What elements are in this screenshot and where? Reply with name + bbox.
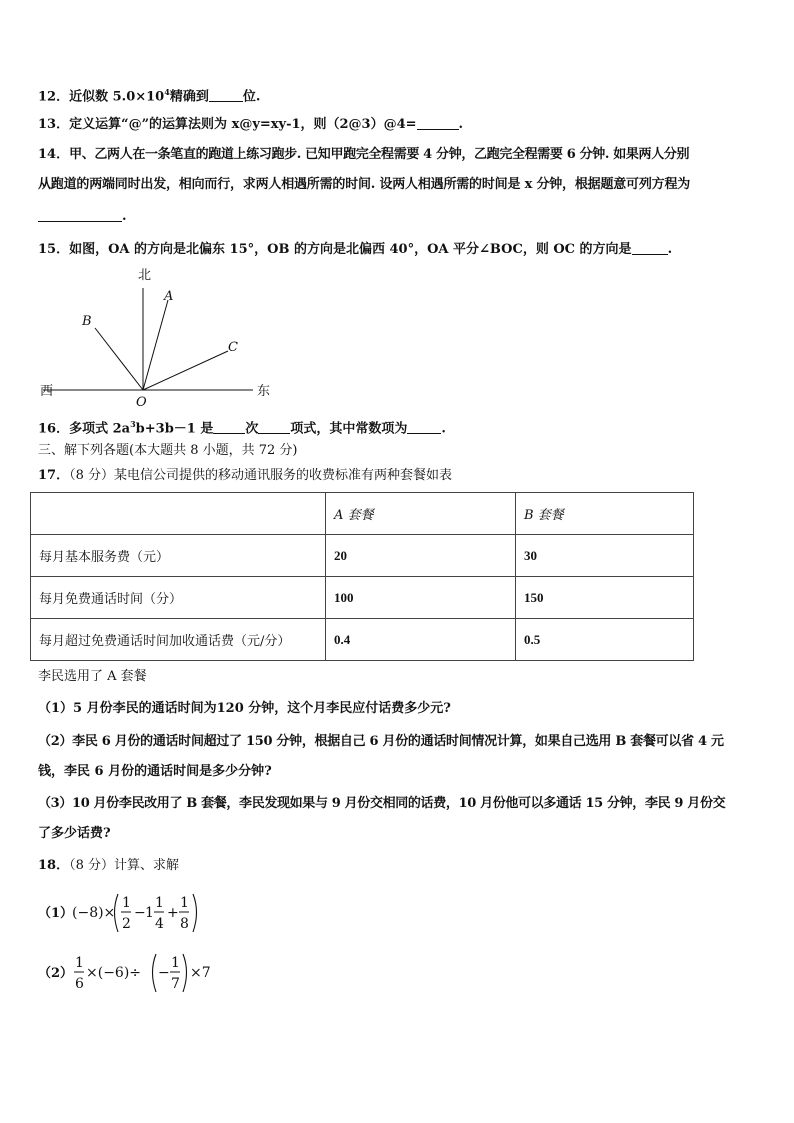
q17-sub3-line2 <box>38 825 111 843</box>
label-o: O <box>136 395 147 410</box>
question-text: 甲、乙两人在一条笔直的跑道上练习跑步. 已知甲跑完全程需要 4 分钟，乙跑完全程需要 6 分钟. 如果两人分别 <box>69 147 690 162</box>
ray-ob <box>95 328 143 390</box>
plus-sign: + <box>167 905 179 921</box>
frac-den: 8 <box>180 916 189 932</box>
q18-part1 <box>38 890 238 940</box>
ray-oc <box>143 351 228 390</box>
part-label: （2） <box>38 966 74 981</box>
question-tail: . <box>441 421 446 437</box>
question-14-line3 <box>38 207 127 226</box>
label-b: B <box>82 314 92 329</box>
frac-num: 1 <box>155 895 164 911</box>
table-header-cell: A 套餐 <box>326 493 516 535</box>
question-text: 位. <box>242 89 261 105</box>
frac-den: 4 <box>155 916 164 932</box>
sub-question-text: （1）5 月份李民的通话时间为120 分钟，这个月李民应付话费多少元? <box>38 701 451 716</box>
question-text: （8 分）计算、求解 <box>69 858 179 873</box>
question-number: 17． <box>38 468 70 483</box>
sub-question-text: （3）10 月份李民改用了 B 套餐，李民发现如果与 9 月份交相同的话费，10 月份他可以多通话 15 分钟，李民 9 月份交 <box>38 796 726 811</box>
table-cell: 每月免费通话时间（分） <box>31 577 326 619</box>
right-paren <box>183 954 187 992</box>
label-c: C <box>228 340 238 355</box>
question-text: 项式，其中常数项为 <box>290 421 408 437</box>
expr-lead: (−8)× <box>72 905 116 921</box>
mixed-whole: 1 <box>145 905 154 921</box>
exponent: 3 <box>130 419 136 429</box>
right-paren <box>193 894 197 932</box>
minus-sign: − <box>158 965 170 981</box>
expr-mid: ×(−6)÷ <box>86 965 142 981</box>
table-cell: 每月基本服务费（元） <box>31 535 326 577</box>
question-number: 14． <box>38 147 70 162</box>
table-row <box>31 535 694 577</box>
table-cell: 150 <box>516 577 694 619</box>
answer-blank[interactable] <box>38 207 122 222</box>
table-header-cell <box>31 493 326 535</box>
label-west: 西 <box>40 384 54 399</box>
expression-2 <box>38 950 238 996</box>
sub-question-text: （2）李民 6 月份的通话时间超过了 150 分钟，根据自己 6 月份的通话时间情况计算，如果自己选用 B 套餐可以省 4 元 <box>38 734 724 749</box>
frac-num: 1 <box>75 955 84 971</box>
left-paren <box>153 954 157 992</box>
table-row <box>31 577 694 619</box>
part-label: （1） <box>38 906 74 921</box>
question-number: 16． <box>38 421 70 437</box>
question-number: 13． <box>38 117 70 132</box>
table-cell: 20 <box>326 535 516 577</box>
frac-num: 1 <box>171 955 180 971</box>
q17-chose-line: 李民选用了 A 套餐 <box>38 669 147 684</box>
question-text: 定义运算“@”的运算法则为 x@y=xy-1，则（2@3）@4= <box>69 117 417 132</box>
question-13 <box>38 115 463 134</box>
section-heading: 三、解下列各题(本大题共 8 小题，共 72 分) <box>38 443 298 458</box>
question-12 <box>38 83 260 106</box>
question-tail: . <box>458 117 464 132</box>
table-header-row <box>31 493 694 535</box>
left-paren <box>115 894 119 932</box>
answer-blank[interactable] <box>632 240 668 255</box>
question-text: 精确到 <box>169 89 209 105</box>
frac-num: 1 <box>122 895 131 911</box>
table-cell: 0.5 <box>516 619 694 661</box>
direction-diagram <box>38 262 288 412</box>
frac-den: 6 <box>75 976 84 992</box>
q17-sub1 <box>38 700 451 718</box>
frac-den: 7 <box>171 976 180 992</box>
exponent: 4 <box>164 87 170 97</box>
question-16 <box>38 415 446 438</box>
question-15 <box>38 240 672 259</box>
answer-blank[interactable] <box>407 419 441 434</box>
q17-sub3-line1 <box>38 795 725 813</box>
question-number: 15． <box>38 242 70 257</box>
answer-blank[interactable] <box>213 419 245 434</box>
expression-1 <box>38 890 238 936</box>
question-tail: . <box>122 209 127 224</box>
question-text: （8 分）某电信公司提供的移动通讯服务的收费标准有两种套餐如表 <box>69 468 452 483</box>
table-header-cell: B 套餐 <box>516 493 694 535</box>
table-cell: 30 <box>516 535 694 577</box>
question-14-line2 <box>38 176 690 194</box>
sub-question-text: 了多少话费? <box>38 826 111 841</box>
q18-part2 <box>38 950 238 1000</box>
question-17 <box>38 467 452 485</box>
question-text: 次 <box>245 421 259 437</box>
question-text: 如图，OA 的方向是北偏东 15°，OB 的方向是北偏西 40°，OA 平分∠BOC，则 OC 的方向是 <box>69 242 632 257</box>
question-number: 12． <box>38 89 70 105</box>
question-text: 从跑道的两端同时出发，相向而行，求两人相遇所需的时间. 设两人相遇所需的时间是 x 分钟，根据题意可列方程为 <box>38 177 691 192</box>
fee-table <box>30 492 694 661</box>
minus-sign: − <box>134 905 146 921</box>
label-north: 北 <box>138 268 152 283</box>
question-text: b+3b－1 是 <box>135 421 214 437</box>
table-cell: 100 <box>326 577 516 619</box>
ray-oa <box>143 300 168 390</box>
question-tail: . <box>667 242 673 257</box>
label-a: A <box>164 289 174 304</box>
sub-question-text: 钱，李民 6 月份的通话时间是多少分钟? <box>38 764 272 779</box>
answer-blank[interactable] <box>258 419 290 434</box>
q17-sub2-line1 <box>38 733 724 751</box>
question-text: 近似数 5.0×10 <box>69 89 165 105</box>
frac-den: 2 <box>122 916 131 932</box>
table-cell: 每月超过免费通话时间加收通话费（元/分） <box>31 619 326 661</box>
question-18 <box>38 857 179 875</box>
expr-tail: ×7 <box>190 965 211 981</box>
table-row <box>31 619 694 661</box>
answer-blank[interactable] <box>209 87 243 102</box>
label-east: 东 <box>257 384 271 399</box>
frac-num: 1 <box>180 895 189 911</box>
answer-blank[interactable] <box>417 115 459 130</box>
question-number: 18． <box>38 858 70 873</box>
table-cell: 0.4 <box>326 619 516 661</box>
question-text: 多项式 2a <box>69 421 131 437</box>
q17-sub2-line2 <box>38 763 272 781</box>
question-14-line1 <box>38 146 689 164</box>
